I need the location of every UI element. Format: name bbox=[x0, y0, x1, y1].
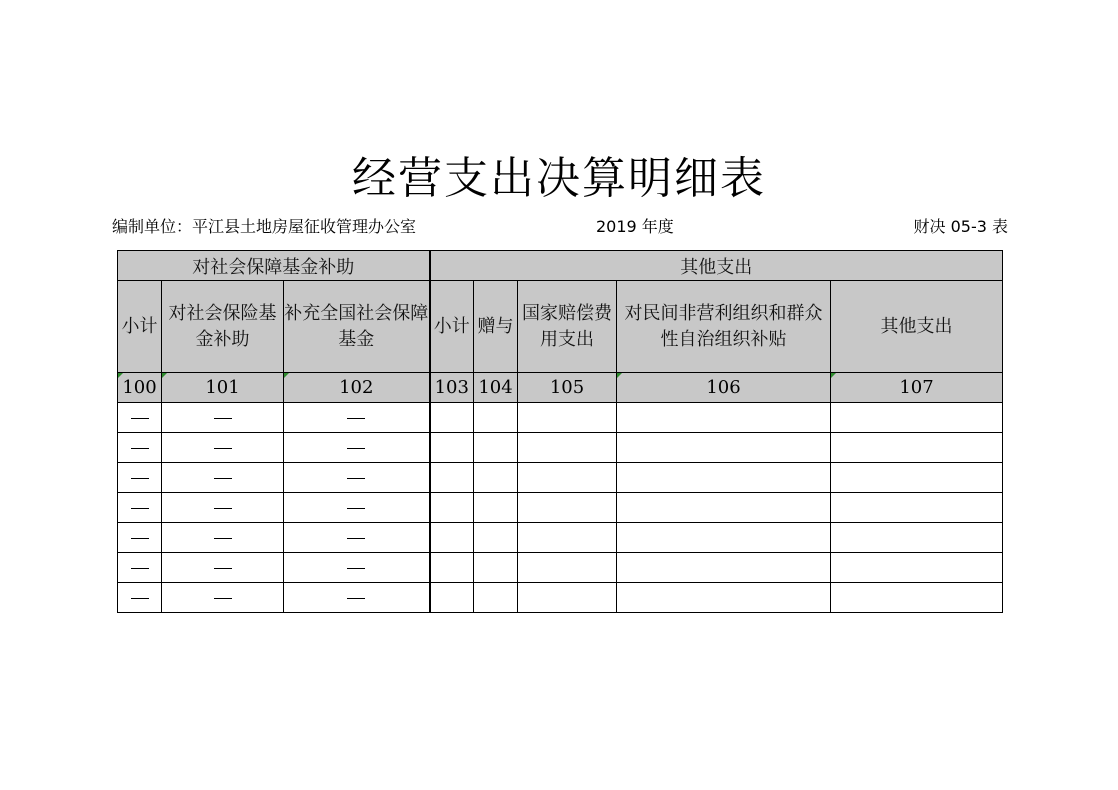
table-cell bbox=[284, 583, 430, 613]
column-header-state-compensation: 国家赔偿费用支出 bbox=[518, 281, 617, 373]
table-cell bbox=[617, 493, 831, 523]
table-cell bbox=[118, 553, 162, 583]
table-cell bbox=[430, 463, 474, 493]
table-cell bbox=[831, 493, 1003, 523]
column-code: 104 bbox=[474, 373, 518, 403]
table-cell bbox=[617, 583, 831, 613]
table-row bbox=[118, 463, 1003, 493]
dash-placeholder bbox=[131, 538, 149, 539]
table-cell bbox=[474, 433, 518, 463]
table-row bbox=[118, 553, 1003, 583]
table-cell bbox=[430, 553, 474, 583]
table-cell bbox=[617, 433, 831, 463]
dash-placeholder bbox=[347, 508, 365, 509]
dash-placeholder bbox=[347, 598, 365, 599]
table-cell bbox=[518, 553, 617, 583]
column-code: 103 bbox=[430, 373, 474, 403]
table-cell bbox=[118, 583, 162, 613]
column-code: 105 bbox=[518, 373, 617, 403]
table-cell bbox=[474, 403, 518, 433]
dash-placeholder bbox=[214, 598, 232, 599]
dash-placeholder bbox=[131, 418, 149, 419]
table-cell bbox=[518, 523, 617, 553]
table-cell bbox=[831, 433, 1003, 463]
table-cell bbox=[118, 523, 162, 553]
dash-placeholder bbox=[214, 538, 232, 539]
table-cell bbox=[518, 433, 617, 463]
table-cell bbox=[162, 583, 284, 613]
table-cell bbox=[430, 493, 474, 523]
group-header-social-security: 对社会保障基金补助 bbox=[118, 251, 430, 281]
table-cell bbox=[430, 403, 474, 433]
group-header-other-expenditure: 其他支出 bbox=[430, 251, 1003, 281]
dash-placeholder bbox=[131, 508, 149, 509]
table-cell bbox=[617, 463, 831, 493]
table-cell bbox=[617, 553, 831, 583]
table-cell bbox=[162, 493, 284, 523]
table-cell bbox=[474, 493, 518, 523]
dash-placeholder bbox=[347, 568, 365, 569]
column-header-social-insurance-subsidy: 对社会保险基金补助 bbox=[162, 281, 284, 373]
table-cell bbox=[162, 523, 284, 553]
table-cell bbox=[518, 463, 617, 493]
table-cell bbox=[430, 583, 474, 613]
table-cell bbox=[831, 583, 1003, 613]
dash-placeholder bbox=[131, 568, 149, 569]
table-cell bbox=[118, 433, 162, 463]
fiscal-year: 2019 年度 bbox=[596, 217, 674, 236]
dash-placeholder bbox=[214, 418, 232, 419]
column-code: 106 bbox=[617, 373, 831, 403]
table-cell bbox=[831, 463, 1003, 493]
form-code: 财决 05-3 表 bbox=[913, 217, 1008, 236]
column-header-donation: 赠与 bbox=[474, 281, 518, 373]
table-cell bbox=[118, 463, 162, 493]
table-cell bbox=[831, 553, 1003, 583]
table-cell bbox=[162, 403, 284, 433]
table-cell bbox=[430, 433, 474, 463]
dash-placeholder bbox=[131, 448, 149, 449]
dash-placeholder bbox=[214, 478, 232, 479]
table-body bbox=[118, 403, 1003, 613]
dash-placeholder bbox=[131, 598, 149, 599]
table-cell bbox=[430, 523, 474, 553]
table-cell bbox=[831, 403, 1003, 433]
table-cell bbox=[162, 553, 284, 583]
table-cell bbox=[284, 463, 430, 493]
table-cell bbox=[518, 583, 617, 613]
table-cell bbox=[284, 433, 430, 463]
table-row bbox=[118, 403, 1003, 433]
column-code: 107 bbox=[831, 373, 1003, 403]
column-code: 101 bbox=[162, 373, 284, 403]
expenditure-table bbox=[117, 250, 1003, 613]
table-row bbox=[118, 493, 1003, 523]
table-cell bbox=[617, 523, 831, 553]
table-cell bbox=[284, 523, 430, 553]
table-cell bbox=[474, 553, 518, 583]
table-cell bbox=[518, 403, 617, 433]
column-code: 102 bbox=[284, 373, 430, 403]
table-cell bbox=[118, 403, 162, 433]
column-code: 100 bbox=[118, 373, 162, 403]
column-header-national-social-security-fund: 补充全国社会保障基金 bbox=[284, 281, 430, 373]
table-cell bbox=[284, 403, 430, 433]
column-header-other-expenditure: 其他支出 bbox=[831, 281, 1003, 373]
table-cell bbox=[474, 463, 518, 493]
dash-placeholder bbox=[214, 448, 232, 449]
table-row bbox=[118, 433, 1003, 463]
table-cell bbox=[518, 493, 617, 523]
table-cell bbox=[118, 493, 162, 523]
column-code-row bbox=[118, 373, 1003, 403]
dash-placeholder bbox=[214, 508, 232, 509]
table-cell bbox=[474, 583, 518, 613]
table-cell bbox=[284, 493, 430, 523]
dash-placeholder bbox=[347, 418, 365, 419]
table-cell bbox=[617, 403, 831, 433]
dash-placeholder bbox=[214, 568, 232, 569]
compiling-unit: 编制单位：平江县土地房屋征收管理办公室 bbox=[112, 217, 417, 236]
column-header-subtotal-b: 小计 bbox=[430, 281, 474, 373]
table-row bbox=[118, 583, 1003, 613]
table-cell bbox=[474, 523, 518, 553]
dash-placeholder bbox=[131, 478, 149, 479]
dash-placeholder bbox=[347, 538, 365, 539]
table-cell bbox=[162, 433, 284, 463]
page-title: 经营支出决算明细表 bbox=[352, 153, 766, 204]
table-row bbox=[118, 523, 1003, 553]
table-cell bbox=[284, 553, 430, 583]
dash-placeholder bbox=[347, 448, 365, 449]
table-cell bbox=[162, 463, 284, 493]
dash-placeholder bbox=[347, 478, 365, 479]
table-cell bbox=[831, 523, 1003, 553]
column-header-nonprofit-subsidy: 对民间非营利组织和群众性自治组织补贴 bbox=[617, 281, 831, 373]
column-header-subtotal-a: 小计 bbox=[118, 281, 162, 373]
